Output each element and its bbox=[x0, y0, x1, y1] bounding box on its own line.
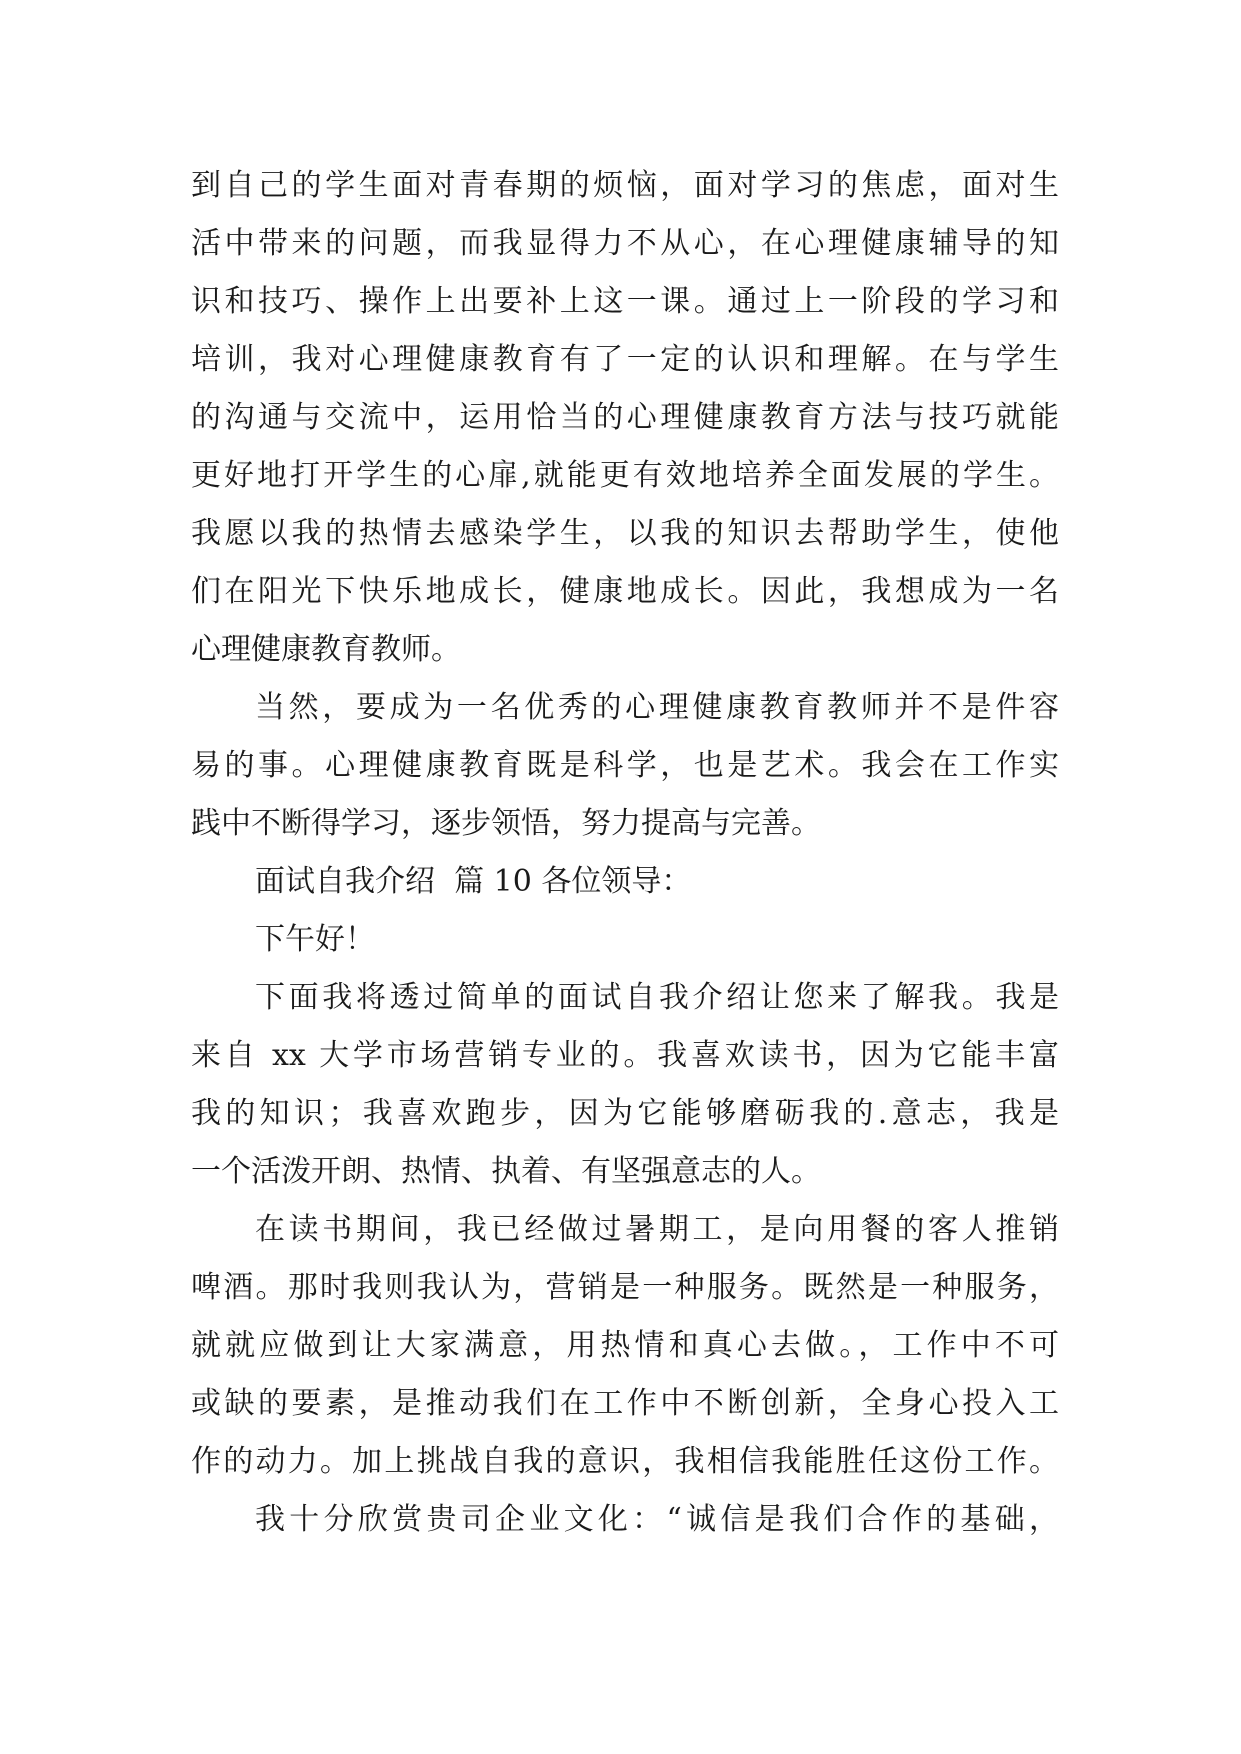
greeting bbox=[191, 911, 1059, 969]
text-line: 当然，要成为一名优秀的心理健康教育教师并不是件容 bbox=[255, 690, 1059, 725]
text-line: 践中不断得学习，逐步领悟，努力提高与完善。 bbox=[191, 806, 821, 841]
text-line: 我十分欣赏贵司企业文化：“诚信是我们合作的基础， bbox=[255, 1502, 1059, 1537]
text-line: 在读书期间，我已经做过暑期工，是向用餐的客人推销 bbox=[255, 1212, 1059, 1247]
text-line: 更好地打开学生的心扉,就能更有效地培养全面发展的学生。 bbox=[191, 458, 1059, 493]
text-line: 心理健康教育教师。 bbox=[191, 632, 461, 667]
text-line: 下面我将透过简单的面试自我介绍让您来了解我。我是 bbox=[255, 980, 1059, 1015]
text-line: 培训，我对心理健康教育有了一定的认识和理解。在与学生 bbox=[191, 342, 1059, 377]
text-line: 来自 xx 大学市场营销专业的。我喜欢读书，因为它能丰富 bbox=[191, 1038, 1059, 1073]
paragraph bbox=[191, 1491, 1059, 1549]
paragraph bbox=[191, 157, 1059, 679]
paragraph bbox=[191, 969, 1059, 1201]
text-line: 们在阳光下快乐地成长，健康地成长。因此，我想成为一名 bbox=[191, 574, 1059, 609]
paragraph bbox=[191, 1201, 1059, 1491]
text-line: 就就应做到让大家满意，用热情和真心去做。，工作中不可 bbox=[191, 1328, 1059, 1363]
text-line: 我愿以我的热情去感染学生，以我的知识去帮助学生，使他 bbox=[191, 516, 1059, 551]
text-line: 到自己的学生面对青春期的烦恼，面对学习的焦虑，面对生 bbox=[191, 168, 1059, 203]
text-line: 或缺的要素，是推动我们在工作中不断创新，全身心投入工 bbox=[191, 1386, 1059, 1421]
text-line: 下午好！ bbox=[255, 922, 375, 957]
text-line: 一个活泼开朗、热情、执着、有坚强意志的人。 bbox=[191, 1154, 821, 1189]
text-line: 啤酒。那时我则我认为，营销是一种服务。既然是一种服务， bbox=[191, 1270, 1059, 1305]
paragraph bbox=[191, 679, 1059, 853]
text-line: 识和技巧、操作上出要补上这一课。通过上一阶段的学习和 bbox=[191, 284, 1059, 319]
section-heading bbox=[191, 853, 1059, 911]
text-line: 作的动力。加上挑战自我的意识，我相信我能胜任这份工作。 bbox=[191, 1444, 1059, 1479]
text-line: 我的知识；我喜欢跑步，因为它能够磨砺我的.意志，我是 bbox=[191, 1096, 1059, 1131]
text-line: 活中带来的问题，而我显得力不从心，在心理健康辅导的知 bbox=[191, 226, 1059, 261]
text-line: 的沟通与交流中，运用恰当的心理健康教育方法与技巧就能 bbox=[191, 400, 1059, 435]
text-line: 易的事。心理健康教育既是科学，也是艺术。我会在工作实 bbox=[191, 748, 1059, 783]
document-body bbox=[191, 157, 1059, 1549]
text-line: 面试自我介绍 篇 10 各位领导： bbox=[255, 864, 692, 899]
